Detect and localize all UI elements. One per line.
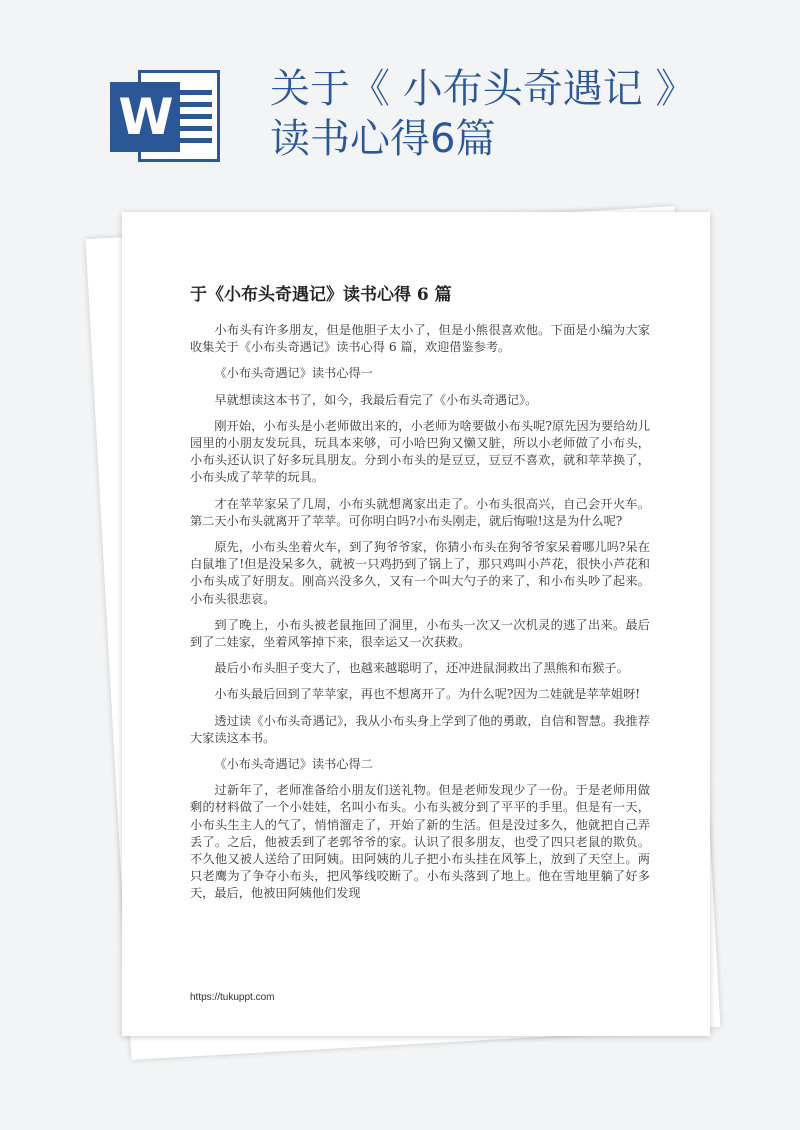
document-body bbox=[190, 322, 650, 912]
body-paragraph: 原先，小布头坐着火车，到了狗爷爷家，你猜小布头在狗爷爷家呆着哪儿吗?呆在白鼠堆了!但是没呆多久，就被一只鸡扔到了锅上了，那只鸡叫小芦花，很快小芦花和小布头成了好朋友。刚高兴没多久，又有一个叫大勺子的来了，和小布头吵了起来。小布头很悲哀。 bbox=[190, 540, 650, 606]
word-document-icon bbox=[110, 68, 230, 166]
body-paragraph: 透过读《小布头奇遇记》，我从小布头身上学到了他的勇敢，自信和智慧。我推荐大家读这本书。 bbox=[190, 713, 650, 745]
intro-paragraph: 小布头有许多朋友，但是他胆子太小了，但是小熊很喜欢他。下面是小编为大家收集关于《小布头奇遇记》读书心得 6 篇，欢迎借鉴参考。 bbox=[190, 323, 650, 355]
page-title-line1: 关于《 小布头奇遇记 》 bbox=[270, 66, 696, 112]
page-title-line2: 读书心得6篇 bbox=[270, 116, 496, 162]
body-paragraph: 早就想读这本书了，如今，我最后看完了《小布头奇遇记》。 bbox=[214, 392, 538, 407]
body-paragraph: 到了晚上，小布头被老鼠拖回了洞里，小布头一次又一次机灵的逃了出来。最后到了二娃家，坐着风筝掉下来，很幸运又一次获救。 bbox=[190, 617, 650, 650]
body-paragraph: 小布头最后回到了苹苹家，再也不想离开了。为什么呢?因为二娃就是苹苹姐呀! bbox=[214, 687, 641, 702]
section-heading: 《小布头奇遇记》读书心得一 bbox=[214, 366, 373, 381]
document-page bbox=[122, 212, 710, 1036]
body-paragraph: 才在苹苹家呆了几周，小布头就想离家出走了。小布头很高兴，自己会开火车。第二天小布头就离开了苹苹。可你明白吗?小布头刚走，就后悔啦!这是为什么呢? bbox=[190, 496, 650, 528]
page-title bbox=[270, 64, 790, 164]
document-title: 于《小布头奇遇记》读书心得 6 篇 bbox=[190, 285, 452, 305]
footer-url: https://tukuppt.com bbox=[190, 992, 275, 1003]
word-letter-badge: W bbox=[110, 82, 180, 152]
body-paragraph: 最后小布头胆子变大了，也越来越聪明了，还冲进鼠洞救出了黑熊和布猴子。 bbox=[214, 661, 629, 676]
section-heading: 《小布头奇遇记》读书心得二 bbox=[214, 757, 373, 772]
body-paragraph: 过新年了，老师准备给小朋友们送礼物。但是老师发现少了一份。于是老师用做剩的材料做了一个小娃娃，名叫小布头。小布头被分到了平平的手里。但是有一天，小布头生主人的气了，悄悄溜走了，开始了新的生活。但是没过多久，他就把自己弄丢了。之后，他被丢到了老郭爷爷的家。认识了很多朋友，也受了四只老鼠的欺负。不久他又被人送给了田阿姨。田阿姨的儿子把小布头挂在风筝上，放到了天空上。两只老鹰为了争夺小布头，把风筝线咬断了。小布头落到了地上。他在雪地里躺了好多天，最后，他被田阿姨他们发现 bbox=[190, 783, 650, 901]
body-paragraph: 刚开始，小布头是小老师做出来的，小老师为啥要做小布头呢?原先因为要给幼儿园里的小朋友发玩具，玩具本来够，可小哈巴狗又懒又脏，所以小老师做了小布头，小布头还认识了好多玩具朋友。分到小布头的是豆豆，豆豆不喜欢，就和苹苹换了，小布头成了苹苹的玩具。 bbox=[190, 418, 650, 485]
